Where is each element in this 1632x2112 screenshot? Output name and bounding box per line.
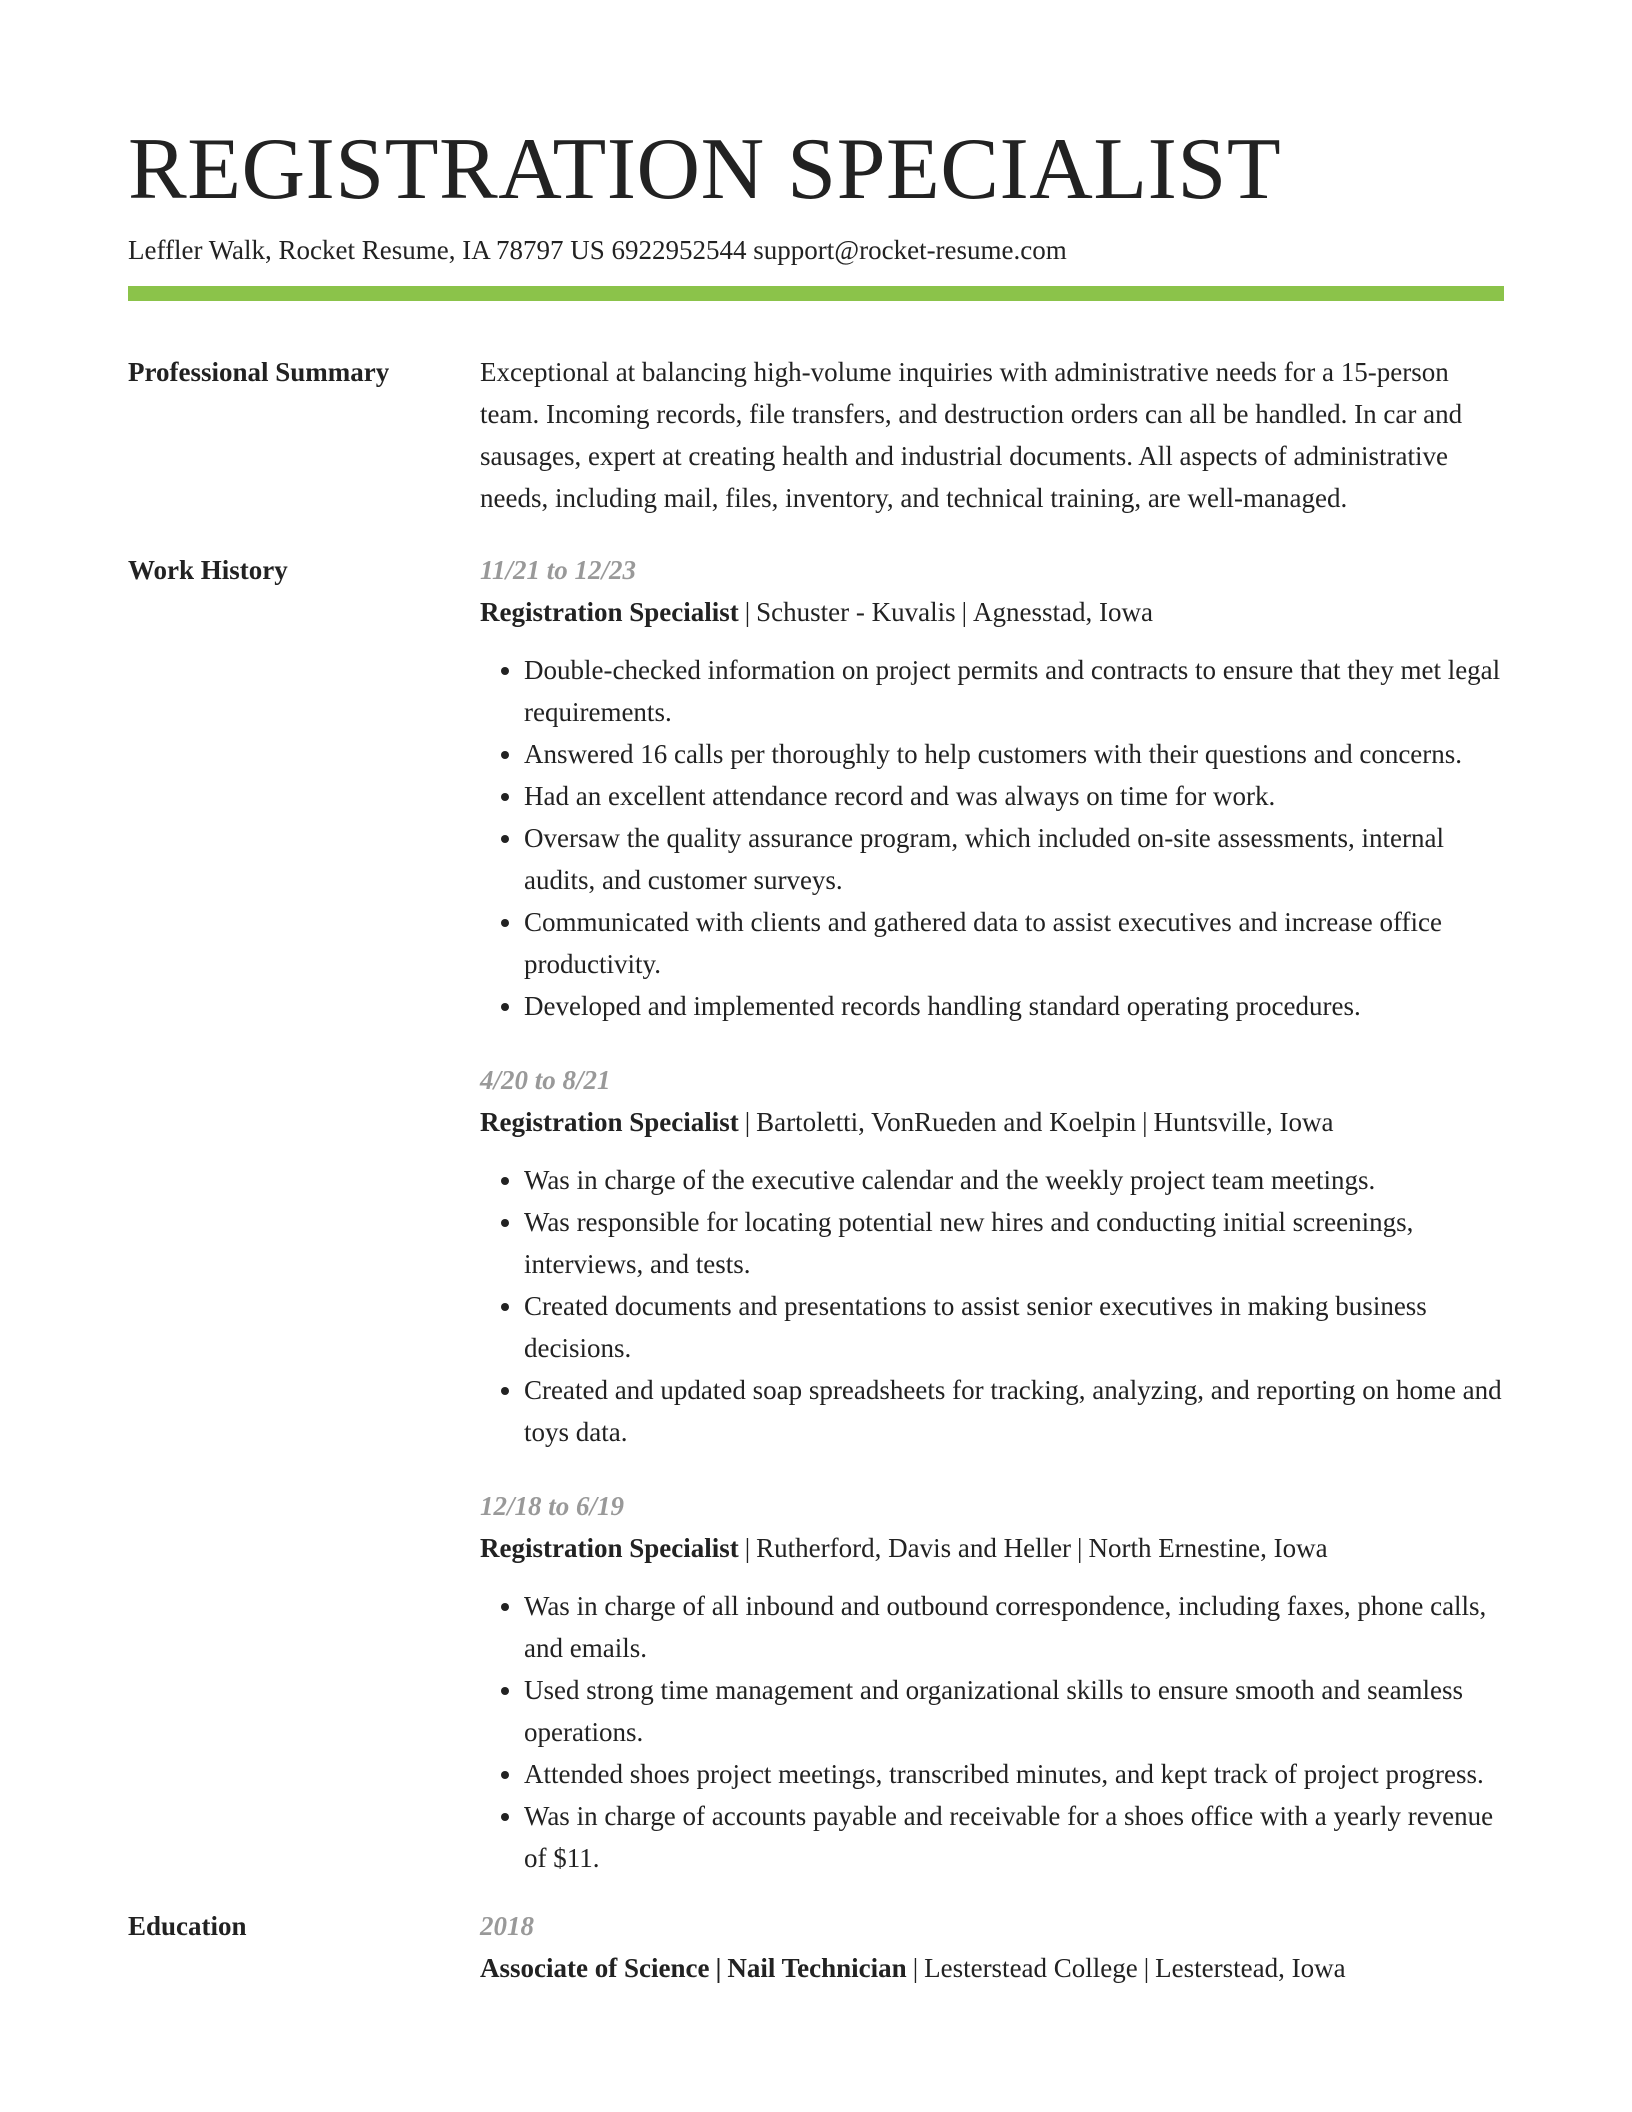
separator: | <box>961 597 968 627</box>
work-history-list <box>480 549 1504 1879</box>
job-bullet: • Created documents and presentations to assist senior executives in making business decisions. <box>524 1285 1504 1369</box>
job-company: Schuster - Kuvalis <box>756 597 956 627</box>
job-title: Registration Specialist <box>480 1533 739 1563</box>
education-location: Lesterstead, Iowa <box>1155 1953 1346 1983</box>
job-title: Registration Specialist <box>480 597 739 627</box>
job-title: Registration Specialist <box>480 1107 739 1137</box>
separator: | <box>715 1953 722 1983</box>
job-entry <box>480 1059 1504 1453</box>
education-field: Nail Technician <box>727 1953 907 1983</box>
summary-text: Exceptional at balancing high-volume inquiries with administrative needs for a 15-person team. Incoming records, file transfers, and destruction orders can all be handled. In car and sausages, expert at creating health and industrial documents. All aspects of administrative needs, including mail, files, inventory, and technical training, are well-managed. <box>480 357 1463 513</box>
contact-line: Leffler Walk, Rocket Resume, IA 78797 US 6922952544 support@rocket-resume.com <box>128 235 1067 265</box>
section-title-education: Education <box>128 1911 247 1941</box>
separator: | <box>744 597 751 627</box>
summary-section <box>128 351 1504 519</box>
job-bullet: • Double-checked information on project permits and contracts to ensure that they met legal requirements. <box>524 649 1504 733</box>
job-bullet: • Had an excellent attendance record and was always on time for work. <box>524 775 1504 817</box>
job-bullet: • Answered 16 calls per thoroughly to help customers with their questions and concerns. <box>524 733 1504 775</box>
job-dates: 12/18 to 6/19 <box>480 1491 625 1521</box>
separator: | <box>744 1107 751 1137</box>
section-title-summary: Professional Summary <box>128 357 390 387</box>
job-bullet: • Was in charge of accounts payable and receivable for a shoes office with a yearly revenue of $11. <box>524 1795 1504 1879</box>
education-section <box>128 1905 1504 1989</box>
resume-name: REGISTRATION SPECIALIST <box>128 121 1282 218</box>
education-school: Lesterstead College <box>924 1953 1138 1983</box>
job-location: Huntsville, Iowa <box>1153 1107 1334 1137</box>
job-heading <box>480 1527 1504 1569</box>
separator: | <box>1143 1953 1150 1983</box>
job-location: Agnesstad, Iowa <box>973 597 1153 627</box>
job-bullet: • Developed and implemented records handling standard operating procedures. <box>524 985 1504 1027</box>
education-entry <box>480 1905 1504 1989</box>
job-bullet: • Communicated with clients and gathered data to assist executives and increase office productivity. <box>524 901 1504 985</box>
resume-page <box>128 118 1504 1989</box>
job-bullet: • Created and updated soap spreadsheets for tracking, analyzing, and reporting on home and toys data. <box>524 1369 1504 1453</box>
job-dates: 4/20 to 8/21 <box>480 1065 611 1095</box>
job-bullet: • Oversaw the quality assurance program, which included on-site assessments, internal audits, and customer surveys. <box>524 817 1504 901</box>
job-bullet: • Attended shoes project meetings, transcribed minutes, and kept track of project progress. <box>524 1753 1504 1795</box>
work-history-section <box>128 549 1504 1879</box>
job-company: Bartoletti, VonRueden and Koelpin <box>756 1107 1137 1137</box>
job-bullets <box>480 1585 1504 1879</box>
job-location: North Ernestine, Iowa <box>1088 1533 1328 1563</box>
education-year: 2018 <box>480 1911 534 1941</box>
separator: | <box>744 1533 751 1563</box>
header-divider <box>128 286 1504 301</box>
job-bullet: • Was in charge of all inbound and outbound correspondence, including faxes, phone calls, and emails. <box>524 1585 1504 1669</box>
separator: | <box>1077 1533 1083 1563</box>
job-entry <box>480 549 1504 1027</box>
separator: | <box>1142 1107 1148 1137</box>
job-dates: 11/21 to 12/23 <box>480 555 637 585</box>
education-degree: Associate of Science <box>480 1953 710 1983</box>
job-company: Rutherford, Davis and Heller <box>756 1533 1072 1563</box>
job-bullet: • Was in charge of the executive calendar and the weekly project team meetings. <box>524 1159 1504 1201</box>
job-heading <box>480 591 1504 633</box>
job-bullet: • Was responsible for locating potential new hires and conducting initial screenings, interviews, and tests. <box>524 1201 1504 1285</box>
job-entry <box>480 1485 1504 1879</box>
separator: | <box>912 1953 919 1983</box>
job-bullets <box>480 649 1504 1027</box>
education-heading <box>480 1947 1504 1989</box>
section-title-work: Work History <box>128 555 288 585</box>
job-heading <box>480 1101 1504 1143</box>
job-bullet: • Used strong time management and organizational skills to ensure smooth and seamless operations. <box>524 1669 1504 1753</box>
job-bullets <box>480 1159 1504 1453</box>
